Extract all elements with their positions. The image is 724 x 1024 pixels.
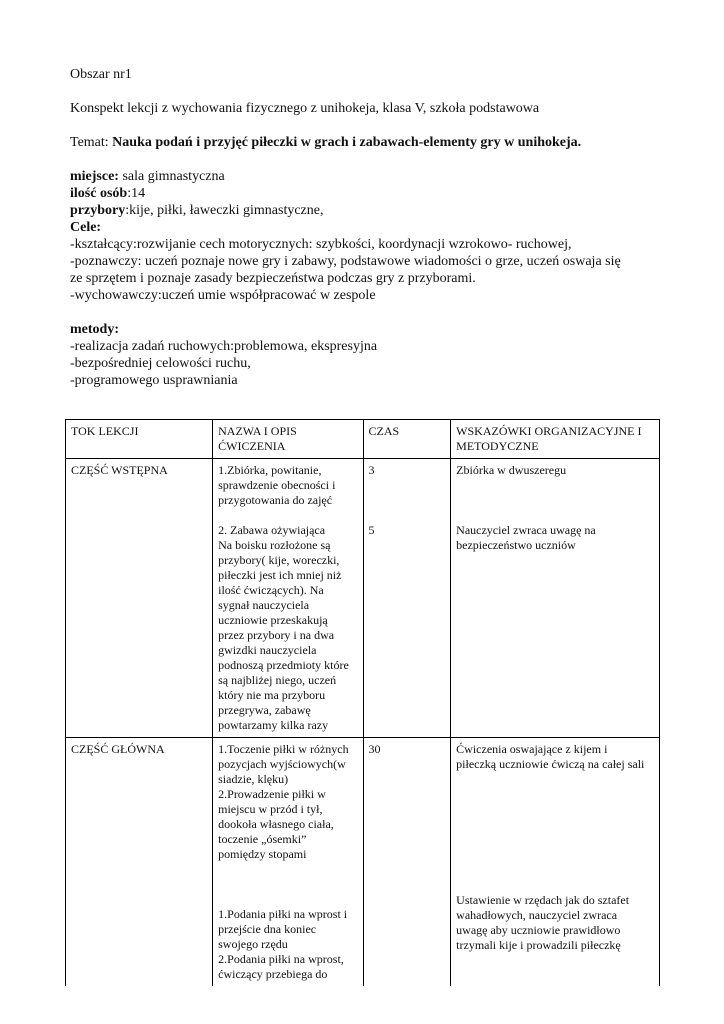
lesson-plan-table xyxy=(65,419,660,986)
method-item: -bezpośredniej celowości ruchu, xyxy=(70,356,251,371)
count-value: :14 xyxy=(127,186,146,201)
time-cell xyxy=(363,459,451,738)
area-label: Obszar nr1 xyxy=(70,67,132,82)
exercise-text: 1.Toczenie piłki w różnych pozycjach wyjściowych(w siadzie, klęku) 2.Prowadzenie piłki w miejscu w przód i tył, dookoła własnego ciała, toczenie „ósemki” pomiędzy stopami xyxy=(218,742,349,861)
goal-item: -kształcący:rozwijanie cech motorycznych: szybkości, koordynacji wzrokowo- ruchowej, xyxy=(70,237,572,252)
tip-text: Ćwiczenia oswajające z kijem i piłeczką uczniowie ćwiczą na całej sali xyxy=(456,742,645,771)
tip-text: Ustawienie w rzędach jak do sztafet wahadłowych, nauczyciel zwraca uwagę aby uczniowie prawidłowo trzymali kije i prowadzili piłeczkę xyxy=(456,893,630,952)
time-value: 30 xyxy=(368,742,381,756)
tip-text: Nauczyciel zwraca uwagę na bezpieczeństwo uczniów xyxy=(456,523,596,552)
header-cell: WSKAZÓWKI ORGANIZACYJNE I METODYCZNE xyxy=(451,420,660,459)
count-label: ilość osób xyxy=(70,186,128,201)
table-row xyxy=(66,738,660,987)
exercise-cell xyxy=(213,738,363,987)
goal-item: ze sprzętem i poznaje zasady bezpieczeństwa podczas gry z przyborami. xyxy=(70,271,476,286)
lesson-part-cell: CZĘŚĆ WSTĘPNA xyxy=(66,459,213,738)
document-body xyxy=(70,66,660,389)
exercise-text: 2. Zabawa ożywiająca Na boisku rozłożone są przybory( kije, woreczki, piłeczki jest ich mniej niż ilość ćwiczących). Na sygnał nauczyciela uczniowie przeskakują przez przybory i na dwa gwizdki nauczyciela podnoszą przedmioty które są najbliżej niego, uczeń który nie ma przyboru przegrywa, zabawę powtarzamy kilka razy xyxy=(218,523,349,732)
time-cell xyxy=(363,738,451,987)
goal-item: -wychowawczy:uczeń umie współpracować w zespole xyxy=(70,288,376,303)
equipment-line xyxy=(70,202,660,219)
table-header-row xyxy=(66,420,660,459)
topic-text: Nauka podań i przyjęć piłeczki w grach i zabawach-elementy gry w unihokeja. xyxy=(112,135,582,150)
header-cell: CZAS xyxy=(363,420,451,459)
exercise-cell xyxy=(213,459,363,738)
lesson-part-cell: CZĘŚĆ GŁÓWNA xyxy=(66,738,213,987)
lesson-title: Konspekt lekcji z wychowania fizycznego z unihokeja, klasa V, szkoła podstawowa xyxy=(70,101,540,116)
methods-heading: metody: xyxy=(70,322,119,337)
header-cell: TOK LEKCJI xyxy=(66,420,213,459)
tips-cell xyxy=(451,738,660,987)
tips-cell xyxy=(451,459,660,738)
exercise-text: 1.Podania piłki na wprost i przejście dna koniec swojego rzędu 2.Podania piłki na wprost, ćwiczący przebiega do xyxy=(218,907,348,981)
method-item: -programowego usprawniania xyxy=(70,373,238,388)
tip-text: Zbiórka w dwuszeregu xyxy=(456,463,567,477)
table-row xyxy=(66,459,660,738)
goal-item: -poznawczy: uczeń poznaje nowe gry i zabawy, podstawowe wiadomości o grze, uczeń oswaja się xyxy=(70,254,621,269)
equipment-value: :kije, piłki, ławeczki gimnastyczne, xyxy=(125,203,324,218)
place-line xyxy=(70,168,660,185)
goals-heading: Cele: xyxy=(70,220,102,235)
time-value: 3 xyxy=(368,463,375,477)
exercise-text: 1.Zbiórka, powitanie, sprawdzenie obecności i przygotowania do zajęć xyxy=(218,463,336,507)
place-label: miejsce: xyxy=(70,169,119,184)
header-cell: NAZWA I OPIS ĆWICZENIA xyxy=(213,420,363,459)
topic-line xyxy=(70,134,660,151)
place-value: sala gimnastyczna xyxy=(118,169,225,184)
time-value: 5 xyxy=(368,523,375,537)
equipment-label: przybory xyxy=(70,203,126,218)
method-item: -realizacja zadań ruchowych:problemowa, ekspresyjna xyxy=(70,339,378,354)
count-line xyxy=(70,185,660,202)
topic-label: Temat: xyxy=(70,135,113,150)
